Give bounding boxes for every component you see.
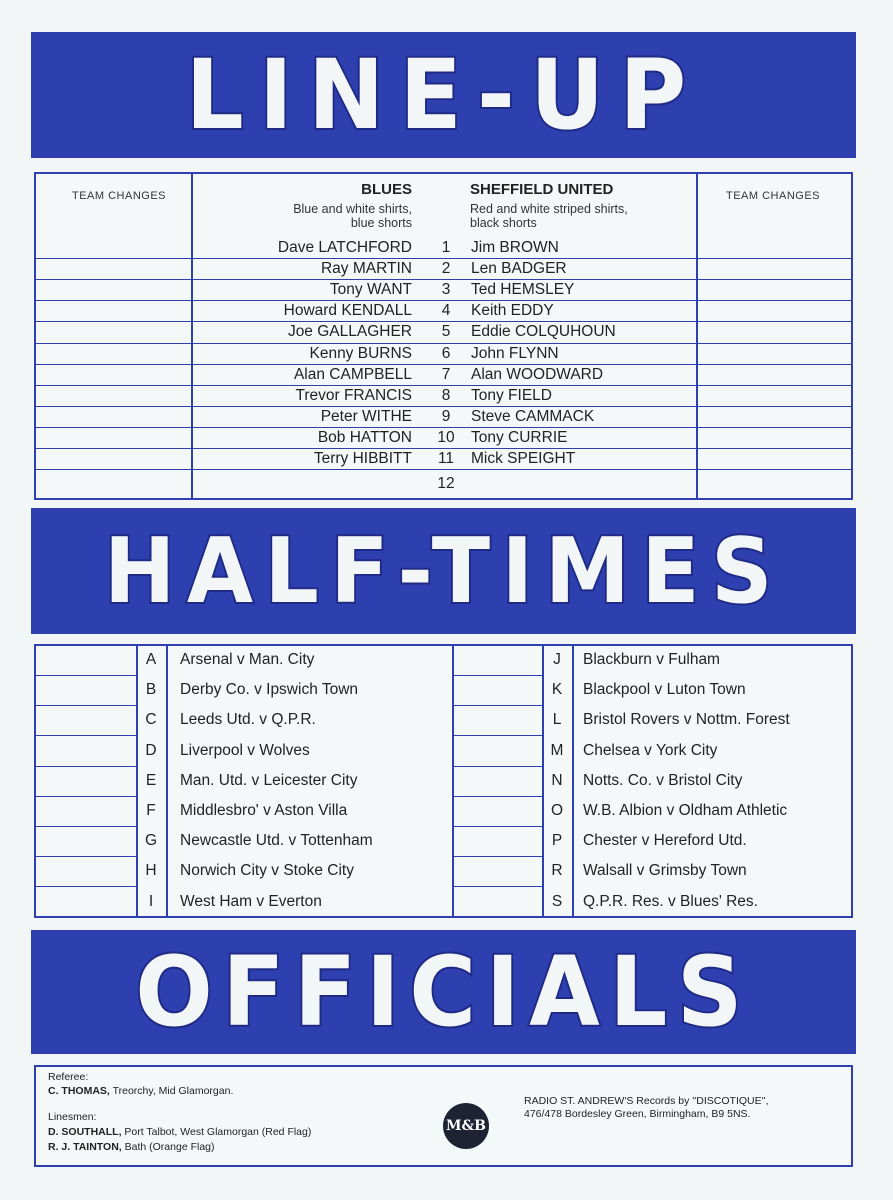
radio-line2: 476/478 Bordesley Green, Birmingham, B9 5NS.: [524, 1108, 751, 1120]
halftime-letter: N: [551, 771, 563, 789]
halftime-match: Chelsea v York City: [583, 741, 718, 759]
home-player: Kenny BURNS: [309, 344, 412, 362]
radio-line1: RADIO ST. ANDREW'S Records by ''DISCOTIQUE'',: [524, 1095, 769, 1107]
home-player: Dave LATCHFORD: [277, 239, 412, 256]
lineup-title: LINE-UP: [185, 39, 702, 151]
shirt-number: 6: [441, 344, 451, 362]
halftime-score-box: [36, 737, 136, 767]
away-player: Tony FIELD: [471, 386, 552, 404]
halftime-letter: C: [145, 711, 157, 729]
shirt-number: 2: [441, 260, 451, 278]
halftimes-left-match-divider: [166, 646, 168, 916]
halftime-letter: L: [552, 711, 562, 729]
linesman2-name: R. J. TAINTON,: [48, 1141, 122, 1153]
halftime-score-box: [36, 827, 136, 857]
referee-line: [48, 1085, 233, 1097]
away-player: Eddie COLQUHOUN: [471, 323, 616, 341]
referee-name: C. THOMAS,: [48, 1085, 110, 1097]
shirt-number: 4: [441, 302, 451, 320]
halftime-match: Newcastle Utd. v Tottenham: [180, 832, 373, 850]
halftime-score-box: [454, 646, 542, 676]
halftimes-banner: [31, 508, 856, 634]
halftime-score-box: [36, 676, 136, 706]
lineup-row: [36, 406, 851, 427]
referee-place: Treorchy, Mid Glamorgan.: [112, 1085, 234, 1097]
halftimes-right-match-divider: [572, 646, 574, 916]
away-team-name: SHEFFIELD UNITED: [470, 181, 614, 198]
linesman1-place: Port Talbot, West Glamorgan (Red Flag): [124, 1126, 312, 1138]
halftime-match: West Ham v Everton: [180, 892, 322, 910]
halftime-score-box: [454, 676, 542, 706]
shirt-number: 7: [441, 365, 451, 383]
halftime-letter: F: [146, 802, 156, 819]
home-player: Alan CAMPBELL: [293, 365, 412, 383]
halftime-letter: P: [551, 832, 563, 850]
linesman2-line: [48, 1141, 215, 1153]
halftime-letter: A: [145, 651, 157, 668]
halftimes-table: [34, 644, 853, 918]
lineup-row: [36, 300, 851, 321]
home-player: Bob HATTON: [317, 428, 412, 446]
halftime-score-box: [454, 827, 542, 857]
halftime-score-box: [454, 737, 542, 767]
home-team-kit: [293, 202, 412, 230]
halftime-letter: H: [145, 862, 157, 880]
shirt-number: 1: [441, 239, 451, 256]
lineup-row-line: [36, 469, 851, 470]
officials-box: [34, 1065, 853, 1167]
home-kit-line2: blue shorts: [350, 216, 412, 230]
halftime-match: Q.P.R. Res. v Blues' Res.: [583, 892, 758, 910]
away-player: John FLYNN: [471, 344, 559, 362]
halftime-letter: G: [144, 832, 158, 850]
halftime-letter: R: [551, 862, 563, 880]
lineup-row: [36, 343, 851, 364]
shirt-number: 8: [441, 386, 451, 404]
halftime-letter: D: [145, 741, 157, 759]
halftime-match: Derby Co. v Ipswich Town: [180, 681, 359, 699]
halftime-letter: S: [551, 892, 563, 910]
lineup-row: [36, 237, 851, 258]
away-player: Tony CURRIE: [471, 428, 568, 446]
mb-logo: M&B: [443, 1103, 489, 1149]
halftime-match: Liverpool v Wolves: [180, 741, 310, 759]
lineup-banner: [31, 32, 856, 158]
away-player: Ted HEMSLEY: [471, 281, 575, 299]
lineup-row: [36, 448, 851, 469]
shirt-number: 11: [437, 450, 455, 467]
home-kit-line1: Blue and white shirts,: [293, 202, 412, 216]
home-player: Tony WANT: [329, 281, 412, 299]
halftime-letter: B: [145, 681, 157, 699]
linesman1-line: [48, 1126, 311, 1138]
home-player: Joe GALLAGHER: [287, 323, 412, 341]
halftime-match: Man. Utd. v Leicester City: [180, 771, 358, 789]
halftime-score-box: [454, 797, 542, 827]
halftime-score-box: [36, 797, 136, 827]
linesmen-label: Linesmen:: [48, 1111, 97, 1123]
halftimes-title: HALF-TIMES: [103, 518, 784, 624]
lineup-row: [36, 258, 851, 279]
halftime-match: Walsall v Grimsby Town: [583, 862, 747, 880]
halftime-score-box: [454, 767, 542, 797]
halftime-match: Notts. Co. v Bristol City: [583, 771, 743, 789]
halftime-match: Arsenal v Man. City: [180, 651, 315, 668]
home-player: Ray MARTIN: [320, 260, 412, 278]
halftime-score-box: [36, 857, 136, 887]
shirt-number: 5: [441, 323, 451, 341]
halftime-letter: M: [550, 741, 564, 759]
halftime-match: W.B. Albion v Oldham Athletic: [583, 802, 788, 819]
team-changes-left-label: TEAM CHANGES: [72, 190, 167, 202]
halftime-match: Chester v Hereford Utd.: [583, 832, 747, 850]
lineup-row: [36, 427, 851, 448]
halftime-letter: I: [148, 892, 154, 910]
halftime-score-box: [36, 706, 136, 736]
home-player: Terry HIBBITT: [313, 450, 412, 467]
lineup-row: [36, 385, 851, 406]
linesman2-place: Bath (Orange Flag): [124, 1141, 215, 1153]
halftime-letter: J: [553, 651, 561, 668]
halftime-match: Bristol Rovers v Nottm. Forest: [583, 711, 790, 729]
halftime-score-box: [36, 646, 136, 676]
lineup-row: [36, 364, 851, 385]
lineup-row: [36, 473, 851, 494]
halftime-letter: O: [550, 802, 564, 819]
away-team-kit: [470, 202, 628, 230]
halftime-match: Leeds Utd. v Q.P.R.: [180, 711, 316, 729]
away-player: Alan WOODWARD: [471, 365, 604, 383]
lineup-table: [34, 172, 853, 500]
home-player: Peter WITHE: [320, 407, 412, 425]
halftime-match: Norwich City v Stoke City: [180, 862, 354, 880]
halftime-score-box: [454, 706, 542, 736]
home-player: Howard KENDALL: [283, 302, 412, 320]
officials-banner: [31, 930, 856, 1054]
halftime-score-box: [36, 767, 136, 797]
home-player: Trevor FRANCIS: [295, 386, 412, 404]
shirt-number: 3: [441, 281, 451, 299]
home-team-name: BLUES: [361, 181, 412, 198]
halftime-letter: K: [551, 681, 563, 699]
referee-label: Referee:: [48, 1071, 89, 1083]
lineup-row: [36, 321, 851, 342]
away-player: Jim BROWN: [471, 239, 559, 256]
halftime-score-box: [454, 857, 542, 887]
shirt-number: 12: [437, 475, 455, 493]
away-player: Len BADGER: [471, 260, 567, 278]
shirt-number: 9: [441, 407, 451, 425]
shirt-number: 10: [437, 428, 455, 446]
away-player: Steve CAMMACK: [471, 407, 595, 425]
away-player: Mick SPEIGHT: [471, 450, 576, 467]
halftime-letter: E: [145, 771, 157, 789]
lineup-row: [36, 279, 851, 300]
halftime-match: Middlesbro' v Aston Villa: [180, 802, 348, 819]
halftime-match: Blackburn v Fulham: [583, 651, 720, 668]
halftime-match: Blackpool v Luton Town: [583, 681, 746, 699]
away-kit-line1: Red and white striped shirts,: [470, 202, 628, 216]
officials-title: OFFICIALS: [135, 936, 752, 1048]
away-player: Keith EDDY: [471, 302, 554, 320]
team-changes-right-label: TEAM CHANGES: [726, 190, 821, 202]
away-kit-line2: black shorts: [470, 216, 537, 230]
linesman1-name: D. SOUTHALL,: [48, 1126, 122, 1138]
